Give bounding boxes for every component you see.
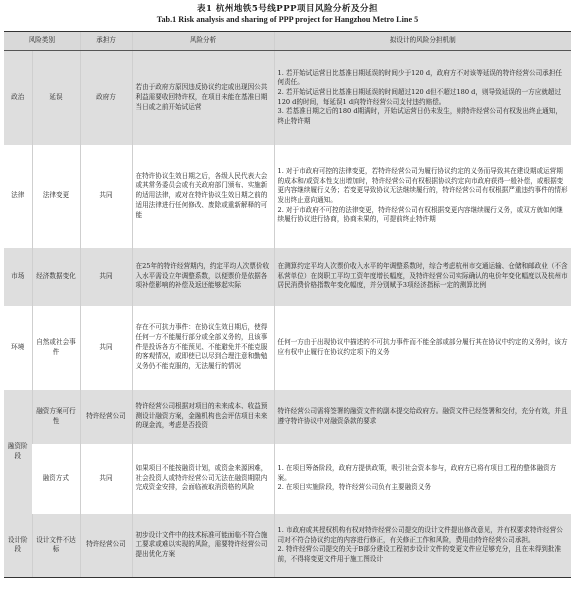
risk-mechanism <box>274 444 571 514</box>
table-caption-english: Tab.1 Risk analysis and sharing of PPP project for Hangzhou Metro Line 5 <box>156 15 419 24</box>
risk-subcategory: 延误 <box>32 51 80 145</box>
header-risk-category: 风险类别 <box>4 32 80 51</box>
risk-bearer: 特许经营公司 <box>80 390 132 444</box>
risk-category: 环境 <box>4 306 32 390</box>
risk-mechanism: 特许经营公司需将签署的融资文件的副本提交给政府方。融资文件已经签署和交付，充分有效，并且遵守特许协议中对融资条款的要求 <box>274 390 571 444</box>
risk-analysis: 在25年的特许经营期内，约定平均人次票价收入水平需设立年调整系数，以便票价是依据各项补偿影响的补偿及返还能够起实际 <box>132 248 274 306</box>
header-bearer: 承担方 <box>80 32 132 51</box>
mechanism-item: 2. 在项目实施阶段，特许经营公司负有主要融资义务 <box>277 483 431 492</box>
risk-analysis: 特许经营公司根据对项目的未来成本、收益预测设计融资方案，金融机构也会评估项目未来的现金流，考虑是否投资 <box>132 390 274 444</box>
risk-analysis: 存在不可抗力事件：在协议生效日期后，使得任何一方不能履行部分或全部义务的，且该事件是投诉各方不能预见、不能避免并不能克服的客观情况，或即使已以尽到合理注意和勤勉义务仍不能克服的，无法履行的情况 <box>132 306 274 390</box>
risk-analysis: 若由于政府方原因违反协议约定或出现因公共利益需要收回特许权，在项目未能在基准日期当日或之前开始试运营 <box>132 51 274 145</box>
risk-bearer: 共同 <box>80 444 132 514</box>
risk-mechanism <box>274 514 571 578</box>
mechanism-item: 1. 市政府或其授权机构有权对特许经营公司提交的设计文件提出修改意见，并有权要求特许经营公司对不符合协议约定的内容进行修正，有关修正工作和风险，费用由特许经营公司承担。 <box>277 525 563 544</box>
table-row <box>4 514 571 578</box>
risk-category: 市场 <box>4 248 32 306</box>
risk-category: 融资阶段 <box>4 390 32 514</box>
risk-subcategory: 融资方案可行性 <box>32 390 80 444</box>
table-header-row <box>4 32 571 51</box>
risk-subcategory: 融资方式 <box>32 444 80 514</box>
table-row <box>4 390 571 444</box>
risk-mechanism: 在测算约定平均人次票价收入水平的年调整系数时，综合考虑杭州市交通运输、仓储和邮政业（不含私营单位）在岗职工平均工资年度增长幅度，及特许经营公司实际确认的电价年变化幅度以及杭州市居民消费价格指数年变化幅度，并分别赋予3项经济指标一定的测算比例 <box>274 248 571 306</box>
table-caption-chinese: 表1 杭州地铁5号线PPP项目风险分析及分担 <box>197 4 378 14</box>
risk-category: 设计阶段 <box>4 514 32 578</box>
mechanism-item: 3. 若基准日期之后的180 d期满时，开始试运营日仍未发生，则特许经营公司有权发出终止通知，终止特许期 <box>277 107 562 126</box>
header-risk-sharing-mechanism: 拟设计的风险分担机制 <box>274 32 571 51</box>
mechanism-item: 1. 若开始试运营日比基准日期延误的时间少于120 d，政府方不对该等延误的特许经营公司承担任何责任。 <box>277 68 562 87</box>
risk-subcategory: 经济数据变化 <box>32 248 80 306</box>
mechanism-item: 1. 在项目筹备阶段，政府方提供政策，吸引社会资本参与，政府方已将有项目工程的整体融资方案。 <box>277 463 557 482</box>
header-risk-analysis: 风险分析 <box>132 32 274 51</box>
risk-bearer: 共同 <box>80 145 132 248</box>
risk-analysis: 如果项目不能按融资计划，或资金来源困难，社会投资人或特许经营公司无法在融资期限内完成资金安排，会面临被取消资格的风险 <box>132 444 274 514</box>
table-row <box>4 444 571 514</box>
table-row <box>4 51 571 145</box>
table-row <box>4 306 571 390</box>
risk-subcategory: 设计文件不达标 <box>32 514 80 578</box>
risk-mechanism <box>274 51 571 145</box>
risk-category: 政治 <box>4 51 32 145</box>
table-row <box>4 248 571 306</box>
mechanism-item: 2. 对于市政府不可控的法律变更，特许经营公司有权根据变更内容继续履行义务，或双方就如何继续履行协议进行协商，协商未果的，可提前终止特许期 <box>277 205 563 224</box>
risk-mechanism <box>274 145 571 248</box>
risk-analysis: 在特许协议生效日期之后，各级人民代表大会或其常务委员会或有关政府部门颁布、实施新的适用法律，或对在特许协议生效日期之前的适用法律进行任何修改、废除或重新解释的可能 <box>132 145 274 248</box>
risk-category: 法律 <box>4 145 32 248</box>
table-row <box>4 145 571 248</box>
risk-subcategory: 自然或社会事件 <box>32 306 80 390</box>
risk-mechanism: 任何一方由于出现协议中描述的不可抗力事件而不能全部或部分履行其在协议中约定的义务时，该方应有权中止履行在协议约定项下的义务 <box>274 306 571 390</box>
risk-bearer: 政府方 <box>80 51 132 145</box>
risk-subcategory: 法律变更 <box>32 145 80 248</box>
risk-bearer: 共同 <box>80 306 132 390</box>
risk-bearer: 共同 <box>80 248 132 306</box>
mechanism-item: 1. 对于市政府可控的法律变更，若特许经营公司为履行协议约定的义务而导致其在建设期或运营期的成本和/或资本性支出增加时，特许经营公司有权根据协议约定向市政府获得一般补偿，或根据变更内容继续履行义务；若变更导致协议无法继续履行的，特许经营公司有权根据严重违约事件的情形发出终止意向通知。 <box>277 166 568 204</box>
risk-table <box>4 31 571 578</box>
mechanism-item: 2. 特许经营公司提交的关于B部分建设工程初步设计文件的变更文件应足够充分，且在未得到批准前，不得将变更文件用于施工图设计 <box>277 545 562 563</box>
mechanism-item: 2. 若开始试运营日比基准日期延误的时间超过120 d但不超过180 d，则导致延误的一方应就超过120 d的时间，每延误1 d向特许经营公司支付违约赔偿。 <box>277 88 562 106</box>
risk-analysis: 初步设计文件中的技术标准可能面临不符合施工要求或难以实现的风险，需要特许经营公司提出优化方案 <box>132 514 274 578</box>
risk-bearer: 特许经营公司 <box>80 514 132 578</box>
